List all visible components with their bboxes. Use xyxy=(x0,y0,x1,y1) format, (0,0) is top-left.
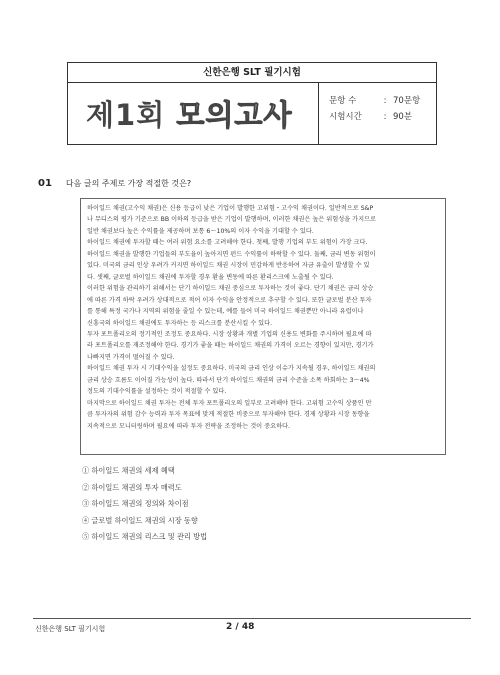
info-value: 90분 xyxy=(393,112,413,122)
exam-header xyxy=(67,62,437,145)
answer-option-3[interactable]: ③ 하이일드 채권의 정의와 차이점 xyxy=(82,499,189,508)
page-number: 2 / 48 xyxy=(226,622,255,632)
answer-option-1[interactable]: ① 하이일드 채권의 세제 혜택 xyxy=(82,466,175,475)
passage-line: 지속적으로 모니터링하며 필요에 따라 투자 전략을 조정하는 것이 중요하다. xyxy=(87,422,290,430)
passage-line: 일반 채권보다 높은 수익률을 제공하며 보통 6～10%의 이자 수익을 기대할 수 있다. xyxy=(87,227,314,235)
question-prompt xyxy=(38,178,191,189)
passage-line: 를 통해 특정 국가나 지역의 위험을 줄일 수 있는데, 예를 들어 미국 하이일드 채권뿐만 아니라 유럽이나 xyxy=(87,308,364,316)
passage-line: 하이일드 채권(고수익 채권)은 신용 등급이 낮은 기업이 발행한 고위험・고수익 채권이다. 일반적으로 S&P xyxy=(87,205,374,212)
question-number: 01 xyxy=(38,178,52,189)
passage-line: 큼 투자자의 위험 감수 능력과 투자 목표에 맞게 적절한 비중으로 투자해야 한다. 경제 상황과 시장 동향을 xyxy=(87,411,370,419)
exam-title xyxy=(68,83,319,144)
info-key: 문항 수 xyxy=(329,96,357,106)
passage-line: 하이일드 채권에 투자할 때는 여러 위험 요소를 고려해야 한다. 첫째, 발행 기업의 부도 위험이 가장 크다. xyxy=(87,239,368,247)
passage-line: 다. 셋째, 글로벌 하이일드 채권에 투자할 경우 환율 변동에 따른 환리스크에 노출될 수 있다. xyxy=(87,273,334,281)
info-colon: : xyxy=(383,112,387,122)
passage-line: 나 무디스의 평가 기준으로 BB 이하의 등급을 받은 기업이 발행하며, 이러한 채권은 높은 위험성을 가지므로 xyxy=(87,216,377,224)
info-key: 시험시간 xyxy=(329,112,362,122)
passage-line: 있다. 미국의 금리 인상 우려가 커지면 하이일드 채권 시장이 민감하게 반응하여 자금 유출이 발생할 수 있 xyxy=(87,262,370,270)
answer-options xyxy=(82,463,207,546)
answer-option-4[interactable]: ④ 글로벌 하이일드 채권의 시장 동향 xyxy=(82,515,198,525)
passage-line: 금리 상승 흐름도 이어질 가능성이 높다. 따라서 단기 하이일드 채권의 금리 수준을 소폭 하회하는 3～4% xyxy=(87,376,370,384)
info-question-count xyxy=(329,93,436,109)
passage-line: 마지막으로 하이일드 채권 투자는 전체 투자 포트폴리오의 일부로 고려해야 한다. 고위험 고수익 상품인 만 xyxy=(87,399,372,407)
info-value: 70문항 xyxy=(393,96,421,106)
answer-option-2[interactable]: ② 하이일드 채권의 투자 매력도 xyxy=(82,482,182,492)
exam-title-label: 모의고사 xyxy=(176,98,293,132)
passage-line: 라 포트폴리오를 재조정해야 한다. 경기가 좋을 때는 하이일드 채권의 가격이 오르는 경향이 있지만, 경기가 xyxy=(87,342,374,350)
answer-option-5[interactable]: ⑤ 하이일드 채권의 리스크 및 관리 방법 xyxy=(82,532,208,541)
header-bottom-row xyxy=(68,83,436,144)
question-text: 다음 글의 주제로 가장 적절한 것은? xyxy=(65,179,192,188)
exam-info xyxy=(319,83,436,144)
passage-line: 나빠지면 가격이 떨어질 수 있다. xyxy=(87,353,175,361)
passage-line: 정도의 기대수익률을 설정하는 것이 적절할 수 있다. xyxy=(87,388,227,396)
info-time-limit xyxy=(329,109,436,125)
passage-line: 신흥국의 하이일드 채권에도 투자하는 등 리스크를 분산시킬 수 있다. xyxy=(87,319,273,327)
passage-line: 하이일드 채권을 발행한 기업들의 부도율이 높아지면 펀드 수익률이 하락할 수 있다. 둘째, 금리 변동 위험이 xyxy=(87,250,376,258)
footer-divider xyxy=(33,618,471,619)
passage-line: 투자 포트폴리오의 정기적인 조정도 중요하다. 시장 상황과 개별 기업의 신용도 변화를 주시하며 필요에 따 xyxy=(87,330,372,338)
footer-exam-name: 신한은행 SLT 필기시험 xyxy=(35,625,106,633)
reading-passage xyxy=(80,198,446,455)
passage-line: 하이일드 채권 투자 시 기대수익을 설정도 중요하다. 미국의 금리 인상 이슈가 지속될 경우, 하이일드 채권의 xyxy=(87,365,376,373)
passage-line: 에 따른 가격 하락 우려가 상대적으로 적어 이자 수익을 안정적으로 추구할 수 있다. 또한 글로벌 분산 투자 xyxy=(87,296,372,304)
exam-title-round: 제1회 xyxy=(86,98,166,132)
info-colon: : xyxy=(383,96,387,106)
passage-line: 이러한 위험을 관리하기 위해서는 단기 하이일드 채권 중심으로 투자하는 것이 좋다. 단기 채권은 금리 상승 xyxy=(87,285,374,293)
exam-name: 신한은행 SLT 필기시험 xyxy=(68,63,436,83)
